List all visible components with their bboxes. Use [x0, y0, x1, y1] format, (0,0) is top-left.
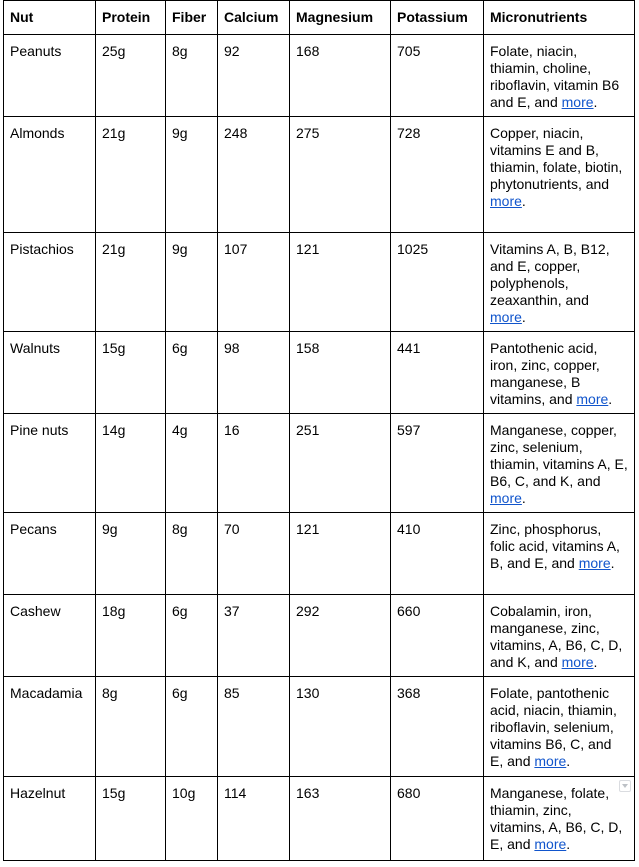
protein-cell: 14g	[96, 414, 166, 513]
potassium-cell: 680	[391, 777, 484, 861]
nut-cell: Cashew	[4, 595, 96, 677]
magnesium-cell: 251	[290, 414, 391, 513]
potassium-cell: 597	[391, 414, 484, 513]
more-link[interactable]: more	[490, 490, 522, 506]
micronutrients-text: Pantothenic acid, iron, zinc, copper, manganese, B vitamins, and	[490, 340, 600, 407]
nut-cell: Pine nuts	[4, 414, 96, 513]
table-row	[4, 777, 635, 861]
more-link[interactable]: more	[534, 753, 567, 769]
calcium-cell: 107	[218, 233, 290, 332]
micronutrients-cell: Folate, pantothenic acid, niacin, thiamin, riboflavin, selenium, vitamins B6, C, and E, and more.	[484, 677, 635, 777]
magnesium-cell: 292	[290, 595, 391, 677]
protein-cell: 18g	[96, 595, 166, 677]
calcium-cell: 37	[218, 595, 290, 677]
potassium-cell: 728	[391, 117, 484, 233]
fiber-cell: 4g	[166, 414, 218, 513]
protein-cell: 15g	[96, 777, 166, 861]
nut-cell: Almonds	[4, 117, 96, 233]
fiber-cell: 6g	[166, 677, 218, 777]
potassium-cell: 441	[391, 332, 484, 414]
table-row	[4, 233, 635, 332]
protein-cell: 9g	[96, 513, 166, 595]
micronutrients-text: Cobalamin, iron, manganese, zinc, vitamins, A, B6, C, D, and K, and	[490, 603, 623, 670]
fiber-cell: 6g	[166, 595, 218, 677]
micronutrients-text: Vitamins A, B, B12, and E, copper, polyphenols, zeaxanthin, and	[490, 241, 610, 308]
more-link[interactable]: more	[561, 94, 594, 110]
protein-cell: 25g	[96, 35, 166, 117]
more-link[interactable]: more	[578, 555, 611, 571]
nut-cell: Hazelnut	[4, 777, 96, 861]
table-row	[4, 414, 635, 513]
micronutrients-cell: Manganese, copper, zinc, selenium, thiamin, vitamins A, E, B6, C, and K, and more.	[484, 414, 635, 513]
magnesium-cell: 130	[290, 677, 391, 777]
header-micronutrients: Micronutrients	[484, 1, 635, 35]
table-row	[4, 35, 635, 117]
micronutrients-cell: Zinc, phosphorus, folic acid, vitamins A, B, and E, and more.	[484, 513, 635, 595]
magnesium-cell: 158	[290, 332, 391, 414]
header-nut: Nut	[4, 1, 96, 35]
table-row	[4, 595, 635, 677]
protein-cell: 21g	[96, 117, 166, 233]
table-row	[4, 677, 635, 777]
more-link[interactable]: more	[576, 391, 609, 407]
header-protein: Protein	[96, 1, 166, 35]
calcium-cell: 70	[218, 513, 290, 595]
fiber-cell: 6g	[166, 332, 218, 414]
protein-cell: 15g	[96, 332, 166, 414]
table-row	[4, 513, 635, 595]
table-row	[4, 332, 635, 414]
more-link[interactable]: more	[534, 836, 567, 852]
micronutrients-cell: Vitamins A, B, B12, and E, copper, polyphenols, zeaxanthin, and more.	[484, 233, 635, 332]
fiber-cell: 10g	[166, 777, 218, 861]
calcium-cell: 114	[218, 777, 290, 861]
fiber-cell: 9g	[166, 233, 218, 332]
nut-cell: Walnuts	[4, 332, 96, 414]
micronutrients-cell: Folate, niacin, thiamin, choline, riboflavin, vitamin B6 and E, and more.	[484, 35, 635, 117]
header-row	[4, 1, 635, 35]
potassium-cell: 368	[391, 677, 484, 777]
dropdown-arrow-icon[interactable]	[619, 780, 631, 792]
magnesium-cell: 168	[290, 35, 391, 117]
calcium-cell: 92	[218, 35, 290, 117]
magnesium-cell: 163	[290, 777, 391, 861]
calcium-cell: 16	[218, 414, 290, 513]
header-potassium: Potassium	[391, 1, 484, 35]
nut-cell: Peanuts	[4, 35, 96, 117]
fiber-cell: 8g	[166, 35, 218, 117]
micronutrients-cell: Copper, niacin, vitamins E and B, thiamin, folate, biotin, phytonutrients, and more.	[484, 117, 635, 233]
potassium-cell: 660	[391, 595, 484, 677]
more-link[interactable]: more	[490, 193, 522, 209]
potassium-cell: 410	[391, 513, 484, 595]
micronutrients-cell: Manganese, folate, thiamin, zinc, vitamins, A, B6, C, D, E, and more.	[484, 777, 635, 861]
protein-cell: 8g	[96, 677, 166, 777]
table-row	[4, 117, 635, 233]
fiber-cell: 9g	[166, 117, 218, 233]
micronutrients-text: Manganese, folate, thiamin, zinc, vitamins, A, B6, C, D, E, and	[490, 785, 623, 852]
calcium-cell: 98	[218, 332, 290, 414]
nutrition-table	[3, 0, 635, 861]
calcium-cell: 85	[218, 677, 290, 777]
micronutrients-cell: Pantothenic acid, iron, zinc, copper, manganese, B vitamins, and more.	[484, 332, 635, 414]
micronutrients-text: Manganese, copper, zinc, selenium, thiamin, vitamins A, E, B6, C, and K, and	[490, 422, 628, 489]
micronutrients-text: Copper, niacin, vitamins E and B, thiamin, folate, biotin, phytonutrients, and	[490, 125, 623, 192]
header-calcium: Calcium	[218, 1, 290, 35]
calcium-cell: 248	[218, 117, 290, 233]
header-magnesium: Magnesium	[290, 1, 391, 35]
potassium-cell: 1025	[391, 233, 484, 332]
magnesium-cell: 121	[290, 233, 391, 332]
fiber-cell: 8g	[166, 513, 218, 595]
nut-cell: Macadamia	[4, 677, 96, 777]
potassium-cell: 705	[391, 35, 484, 117]
nut-cell: Pistachios	[4, 233, 96, 332]
magnesium-cell: 121	[290, 513, 391, 595]
protein-cell: 21g	[96, 233, 166, 332]
more-link[interactable]: more	[490, 309, 522, 325]
more-link[interactable]: more	[561, 654, 594, 670]
micronutrients-text: Folate, pantothenic acid, niacin, thiamin, riboflavin, selenium, vitamins B6, C, and E, and	[490, 685, 617, 769]
micronutrients-cell: Cobalamin, iron, manganese, zinc, vitamins, A, B6, C, D, and K, and more.	[484, 595, 635, 677]
magnesium-cell: 275	[290, 117, 391, 233]
nut-cell: Pecans	[4, 513, 96, 595]
micronutrients-text: Zinc, phosphorus, folic acid, vitamins A, B, and E, and	[490, 521, 620, 571]
micronutrients-text: Folate, niacin, thiamin, choline, riboflavin, vitamin B6 and E, and	[490, 43, 620, 110]
header-fiber: Fiber	[166, 1, 218, 35]
